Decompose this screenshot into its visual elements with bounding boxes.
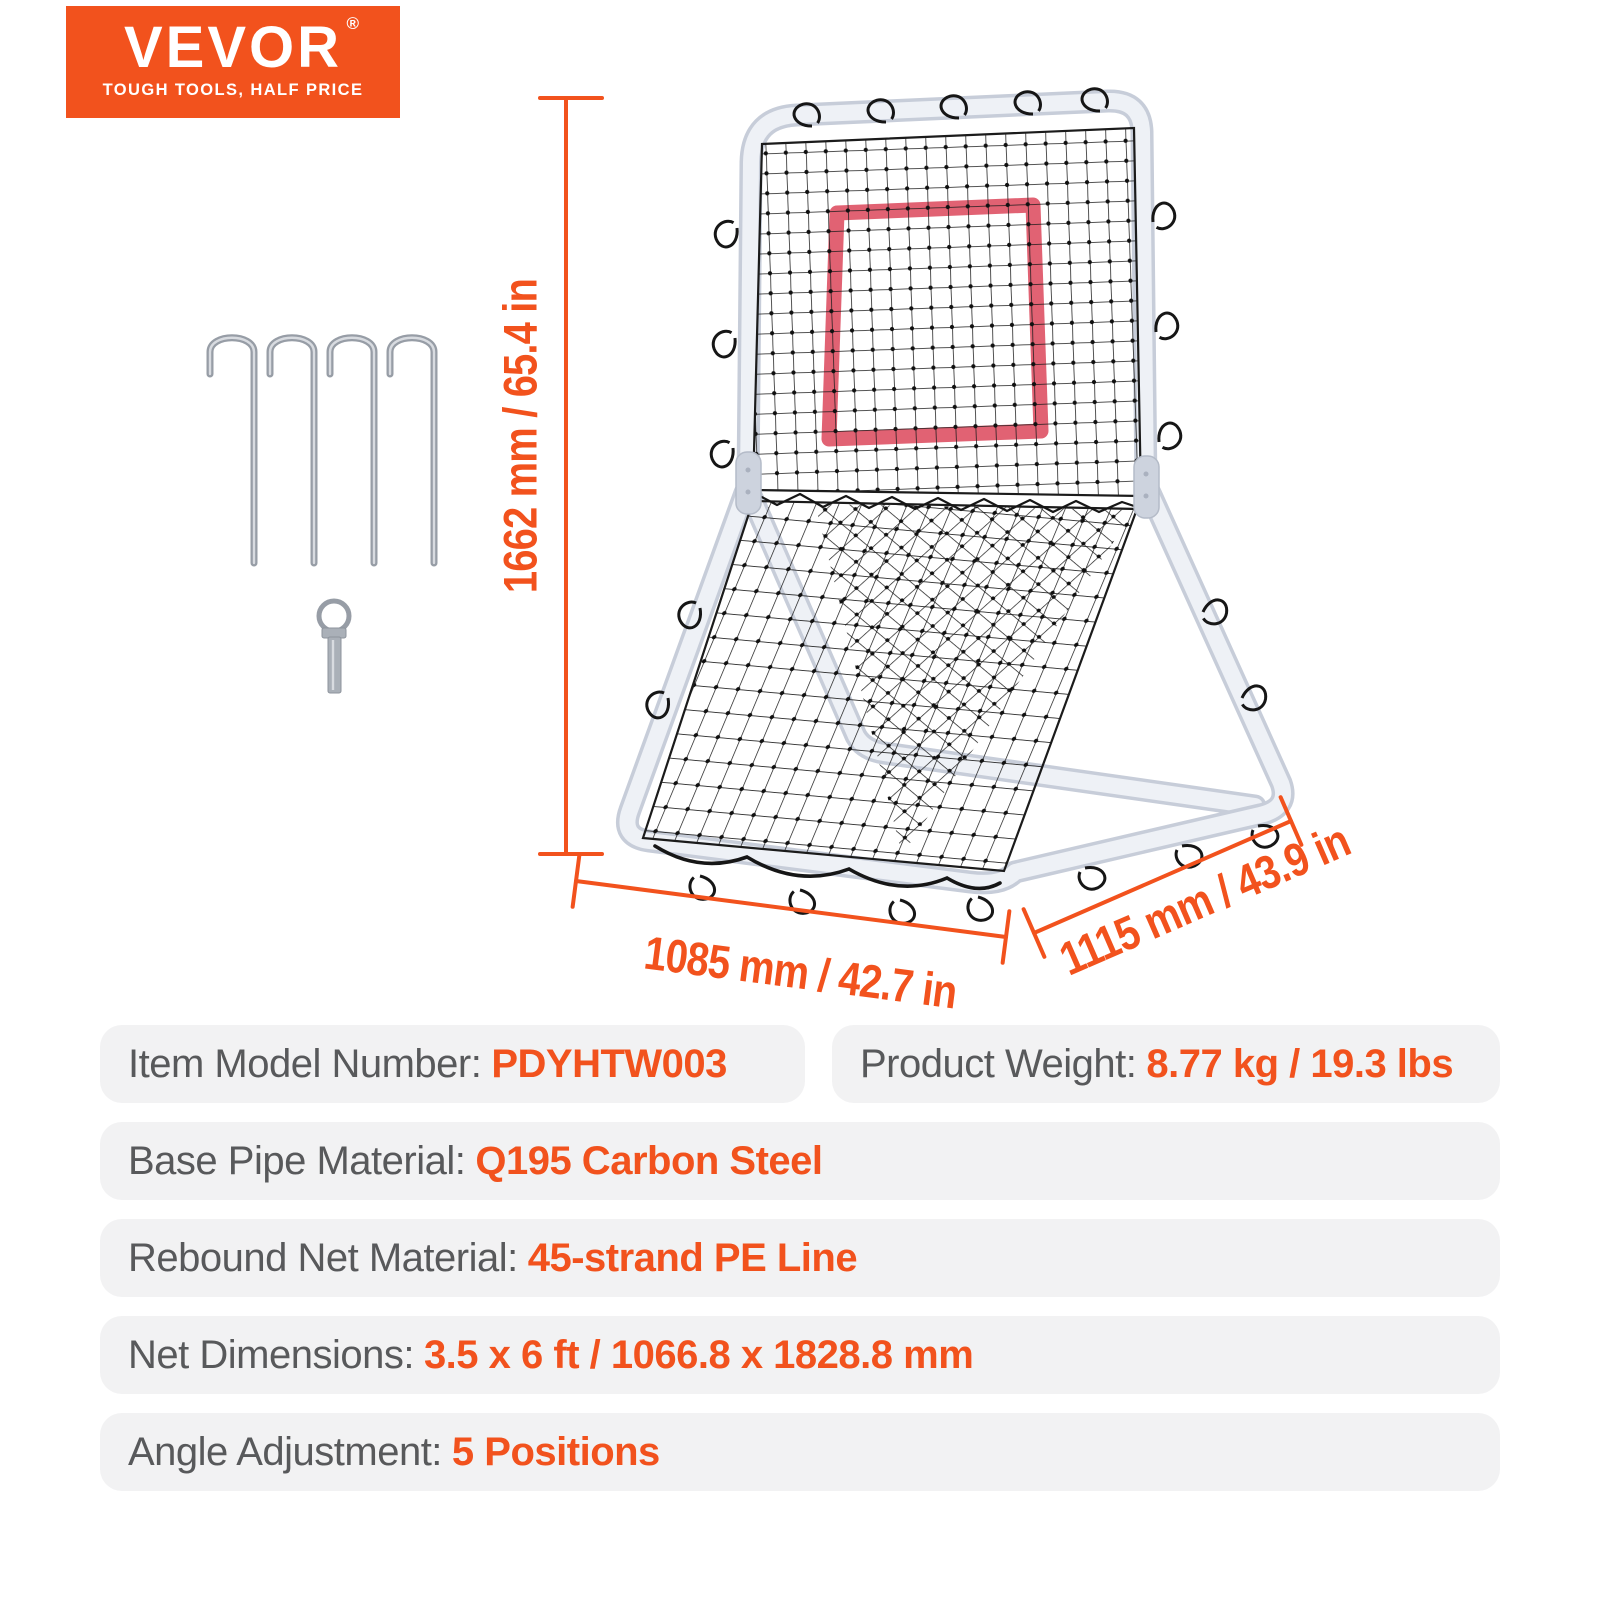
- stake-icon: [390, 338, 434, 563]
- front-width-dimension-label: 1085 mm / 42.7 in: [641, 927, 960, 1020]
- spec-product-weight: [832, 1025, 1500, 1103]
- spec-label: Base Pipe Material:: [128, 1138, 466, 1183]
- spec-value: 5 Positions: [451, 1429, 660, 1474]
- spec-value: 8.77 kg / 19.3 lbs: [1146, 1041, 1454, 1086]
- spec-label: Net Dimensions:: [128, 1332, 414, 1377]
- spec-value: 45-strand PE Line: [527, 1235, 858, 1280]
- spec-value: 3.5 x 6 ft / 1066.8 x 1828.8 mm: [423, 1332, 974, 1377]
- brand-logo: [66, 6, 400, 118]
- brand-name: VEVOR ®: [123, 14, 363, 80]
- spec-label: Angle Adjustment:: [128, 1429, 442, 1474]
- spec-angle-adjustment: [100, 1413, 1500, 1491]
- spec-label: Rebound Net Material:: [128, 1235, 518, 1280]
- spec-value: Q195 Carbon Steel: [475, 1138, 823, 1183]
- stake-icon: [210, 338, 254, 563]
- pull-pin-icon: [319, 601, 349, 693]
- spec-row: [100, 1025, 1500, 1103]
- ground-stakes-icon: [210, 338, 434, 563]
- spec-row: [100, 1316, 1500, 1394]
- stake-icon: [270, 338, 314, 563]
- upper-net: [753, 128, 1141, 496]
- spec-label: Item Model Number:: [128, 1041, 482, 1086]
- spec-item-model-number: [100, 1025, 805, 1103]
- side-depth-dimension-label: 1115 mm / 43.9 in: [1052, 815, 1358, 987]
- height-dimension-label: 1662 mm / 65.4 in: [495, 278, 548, 594]
- brand-tagline: TOUGH TOOLS, HALF PRICE: [102, 81, 364, 99]
- spec-row: [100, 1413, 1500, 1491]
- spec-rebound-net-material: [100, 1219, 1500, 1297]
- registered-mark-icon: ®: [346, 14, 363, 33]
- stake-icon: [330, 338, 374, 563]
- spec-row: [100, 1219, 1500, 1297]
- spec-list: [100, 1025, 1500, 1510]
- spec-net-dimensions: [100, 1316, 1500, 1394]
- spec-base-pipe-material: [100, 1122, 1500, 1200]
- spec-label: Product Weight:: [860, 1041, 1137, 1086]
- spec-row: [100, 1122, 1500, 1200]
- spec-value: PDYHTW003: [491, 1041, 727, 1086]
